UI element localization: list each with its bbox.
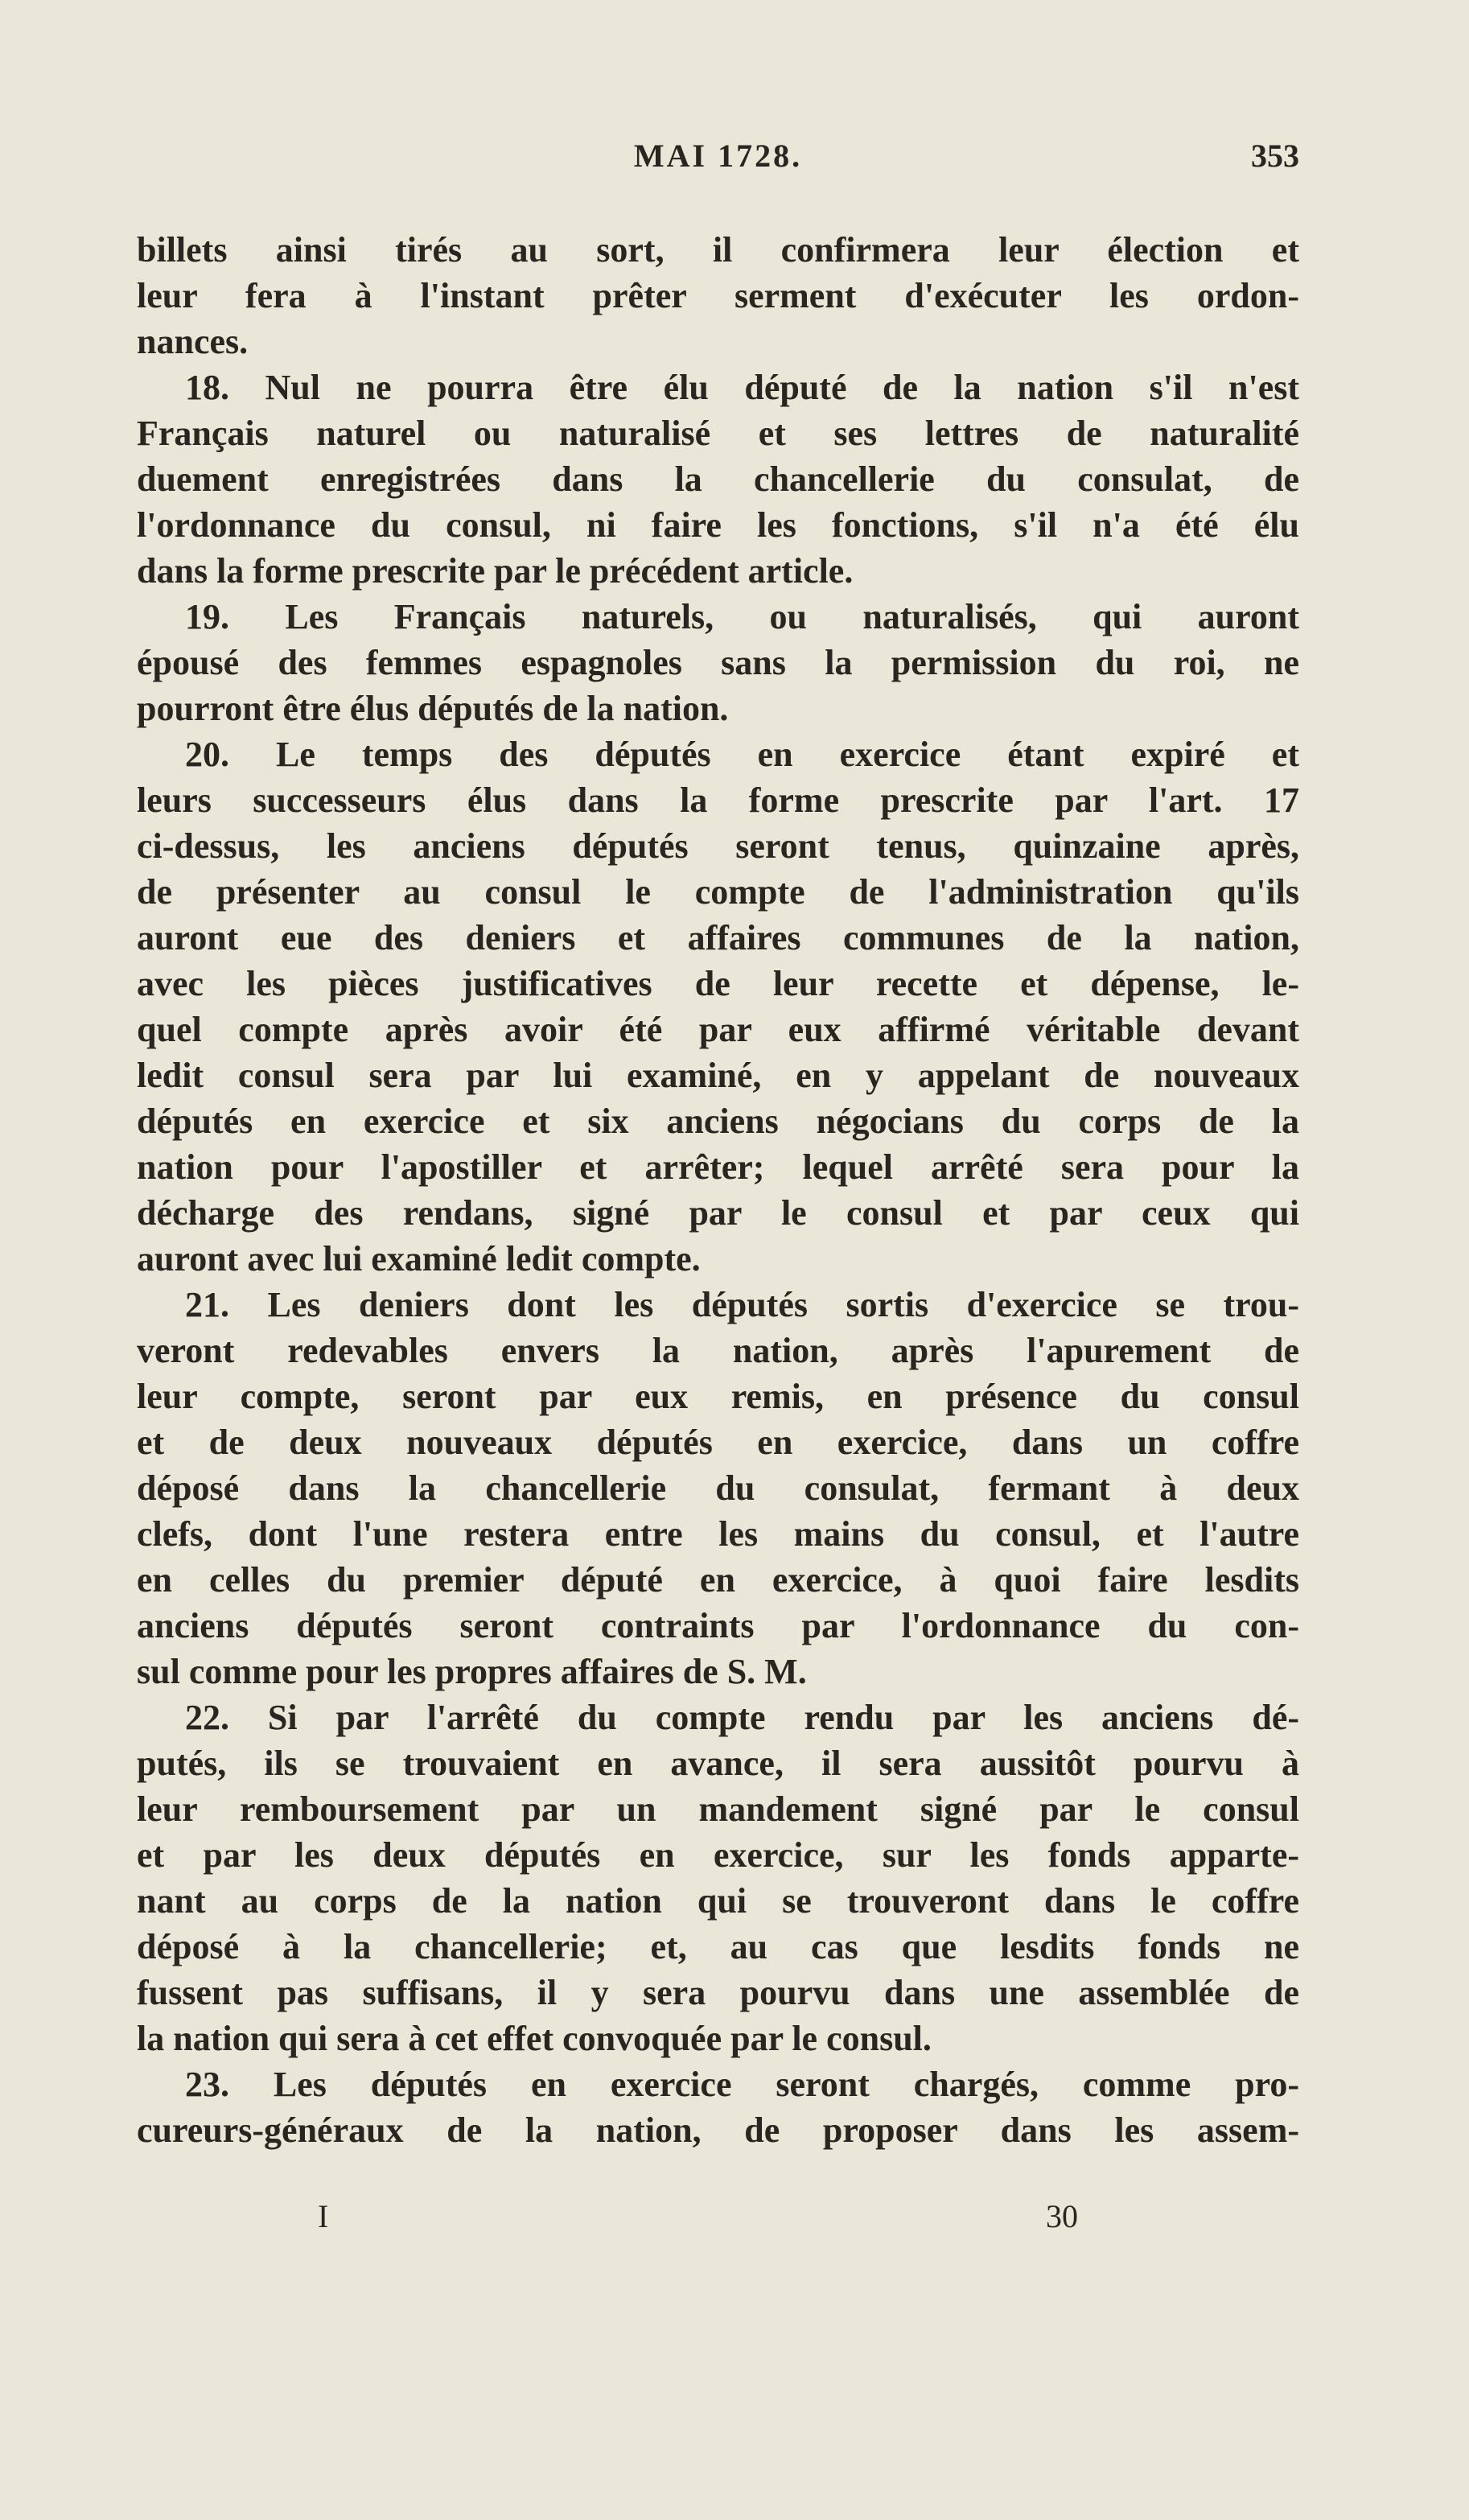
- text-line: la nation qui sera à cet effet convoquée par le consul.: [137, 2019, 932, 2058]
- paragraph: [137, 227, 1299, 364]
- sheet-number: 30: [1046, 2198, 1078, 2234]
- text-line: et de deux nouveaux députés en exercice, dans un coffre: [137, 1423, 1299, 1462]
- text-line: duement enregistrées dans la chancellerie du consulat, de: [137, 459, 1299, 499]
- page-footer: [0, 2197, 1469, 2237]
- text-line: quel compte après avoir été par eux affirmé véritable devant: [137, 1010, 1299, 1049]
- text-line: nation pour l'apostiller et arrêter; lequel arrêté sera pour la: [137, 1147, 1299, 1187]
- text-line: anciens députés seront contraints par l'ordonnance du con-: [137, 1606, 1299, 1645]
- text-line: veront redevables envers la nation, après l'apurement de: [137, 1331, 1299, 1370]
- text-line: déposé dans la chancellerie du consulat, fermant à deux: [137, 1468, 1299, 1508]
- text-line: 22. Si par l'arrêté du compte rendu par les anciens dé-: [185, 1698, 1299, 1737]
- text-line: décharge des rendans, signé par le consul et par ceux qui: [137, 1193, 1299, 1233]
- text-line: dans la forme prescrite par le précédent article.: [137, 551, 854, 591]
- text-line: l'ordonnance du consul, ni faire les fonctions, s'il n'a été élu: [137, 505, 1299, 545]
- paragraph: [137, 1694, 1299, 2061]
- text-line: clefs, dont l'une restera entre les mains du consul, et l'autre: [137, 1514, 1299, 1554]
- text-line: 19. Les Français naturels, ou naturalisés, qui auront: [185, 597, 1299, 636]
- text-line: leur fera à l'instant prêter serment d'exécuter les ordon-: [137, 276, 1299, 315]
- paragraph: [137, 594, 1299, 731]
- page-number: 353: [1251, 138, 1299, 174]
- text-line: billets ainsi tirés au sort, il confirmera leur élection et: [137, 230, 1299, 270]
- text-line: Français naturel ou naturalisé et ses lettres de naturalité: [137, 414, 1299, 453]
- signature-mark: I: [318, 2198, 329, 2234]
- text-line: 18. Nul ne pourra être élu député de la nation s'il n'est: [185, 368, 1299, 407]
- text-line: putés, ils se trouvaient en avance, il sera aussitôt pourvu à: [137, 1744, 1299, 1783]
- text-line: cureurs-généraux de la nation, de proposer dans les assem-: [137, 2110, 1299, 2150]
- text-line: nant au corps de la nation qui se trouveront dans le coffre: [137, 1881, 1299, 1921]
- text-line: déposé à la chancellerie; et, au cas que lesdits fonds ne: [137, 1927, 1299, 1966]
- text-line: en celles du premier député en exercice, à quoi faire lesdits: [137, 1560, 1299, 1600]
- text-line: de présenter au consul le compte de l'administration qu'ils: [137, 872, 1299, 912]
- text-line: leur compte, seront par eux remis, en présence du consul: [137, 1377, 1299, 1416]
- text-line: fussent pas suffisans, il y sera pourvu dans une assemblée de: [137, 1973, 1299, 2012]
- text-line: ci-dessus, les anciens députés seront tenus, quinzaine après,: [137, 826, 1299, 866]
- text-line: ledit consul sera par lui examiné, en y appelant de nouveaux: [137, 1056, 1299, 1095]
- text-line: et par les deux députés en exercice, sur les fonds apparte-: [137, 1835, 1299, 1875]
- body-text: [137, 227, 1299, 2153]
- text-line: sul comme pour les propres affaires de S. M.: [137, 1652, 807, 1691]
- paragraph: [137, 2061, 1299, 2153]
- text-line: auront eue des deniers et affaires communes de la nation,: [137, 918, 1299, 957]
- text-line: leurs successeurs élus dans la forme prescrite par l'art. 17: [137, 780, 1299, 820]
- text-line: 21. Les deniers dont les députés sortis d'exercice se trou-: [185, 1285, 1299, 1324]
- paragraph: [137, 364, 1299, 594]
- text-line: 23. Les députés en exercice seront chargés, comme pro-: [185, 2065, 1299, 2104]
- text-line: épousé des femmes espagnoles sans la permission du roi, ne: [137, 643, 1299, 682]
- header-title: MAI 1728.: [633, 138, 803, 174]
- paragraph: [137, 731, 1299, 1282]
- paragraph: [137, 1282, 1299, 1694]
- text-line: députés en exercice et six anciens négocians du corps de la: [137, 1101, 1299, 1141]
- running-header: [137, 137, 1299, 185]
- text-line: auront avec lui examiné ledit compte.: [137, 1239, 701, 1279]
- text-line: nances.: [137, 322, 249, 361]
- text-line: leur remboursement par un mandement signé par le consul: [137, 1789, 1299, 1829]
- text-line: pourront être élus députés de la nation.: [137, 689, 729, 728]
- text-line: avec les pièces justificatives de leur recette et dépense, le-: [137, 964, 1299, 1003]
- text-line: 20. Le temps des députés en exercice étant expiré et: [185, 735, 1299, 774]
